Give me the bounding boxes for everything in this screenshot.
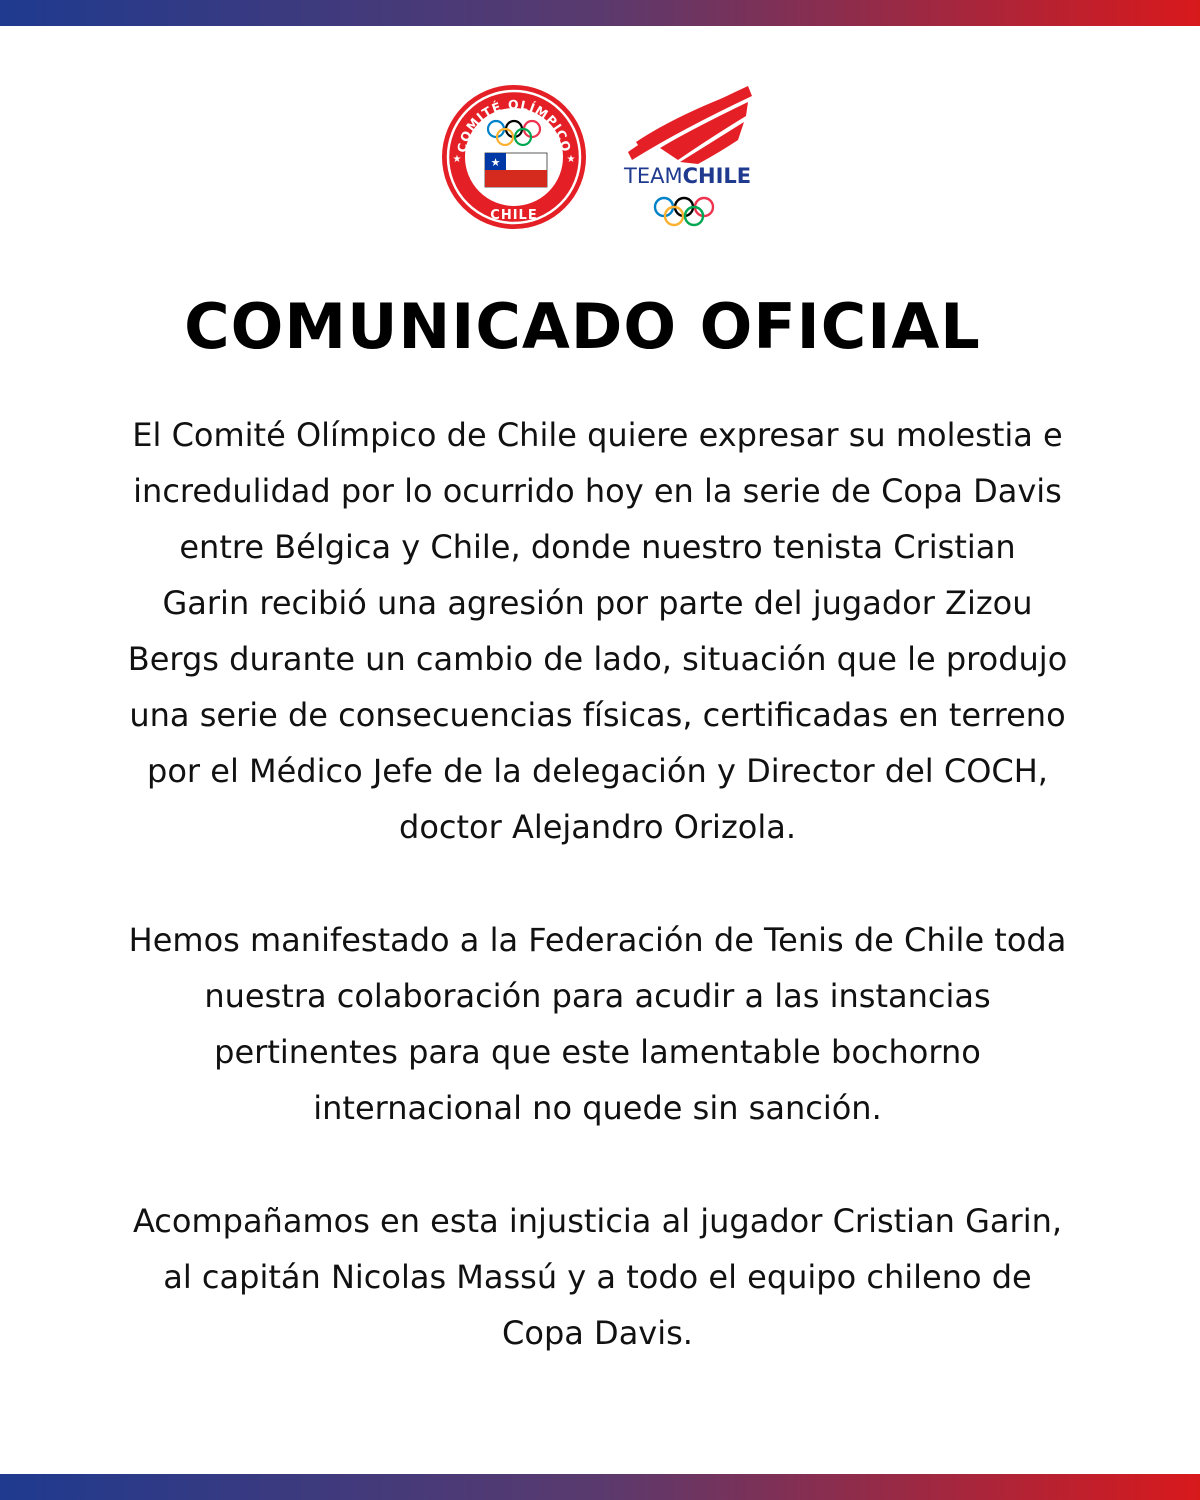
emblem-top-text: COMITÉ OLÍMPICO [454,96,574,154]
svg-text:TEAMCHILE [623,164,751,188]
paragraph-line: Garin recibió una agresión por parte del jugador Zizou [162,584,1033,622]
paragraph-line: Hemos manifestado a la Federación de Tenis de Chile toda [128,921,1067,959]
statement-paragraph-1 [100,407,1095,855]
svg-text:★: ★ [490,156,501,169]
paragraph-line: internacional no quede sin sanción. [313,1089,882,1127]
emblem-bottom-text: CHILE [490,208,538,223]
logo-row [0,82,1200,232]
statement-paragraph-3 [100,1193,1095,1361]
paragraph-line: incredulidad por lo ocurrido hoy en la serie de Copa Davis [133,472,1062,510]
svg-text:★: ★ [566,154,576,165]
page-title: COMUNICADO OFICIAL [184,290,981,363]
top-color-stripe [0,0,1200,26]
svg-text:★: ★ [452,154,462,165]
paragraph-line: entre Bélgica y Chile, donde nuestro tenista Cristian [179,528,1016,566]
comite-olimpico-chile-emblem-icon [440,83,588,231]
statement-paragraph-2 [100,912,1095,1136]
paragraph-line: Copa Davis. [502,1314,693,1352]
paragraph-line: El Comité Olímpico de Chile quiere expresar su molestia e [132,416,1063,454]
paragraph-line: pertinentes para que este lamentable bochorno [214,1033,981,1071]
paragraph-line: Bergs durante un cambio de lado, situación que le produjo [127,640,1068,678]
paragraph-line: doctor Alejandro Orizola. [399,808,796,846]
paragraph-line: nuestra colaboración para acudir a las instancias [204,977,991,1015]
bottom-color-stripe [0,1474,1200,1500]
teamchile-word-light: TEAM [624,164,683,188]
teamchile-word-bold: CHILE [682,164,752,188]
teamchile-logo-icon [620,82,760,232]
paragraph-line: por el Médico Jefe de la delegación y Director del COCH, [147,752,1048,790]
paragraph-line: Acompañamos en esta injusticia al jugador Cristian Garin, [132,1202,1063,1240]
paragraph-line: al capitán Nicolas Massú y a todo el equipo chileno de [163,1258,1032,1296]
paragraph-line: una serie de consecuencias físicas, certificadas en terreno [129,696,1066,734]
